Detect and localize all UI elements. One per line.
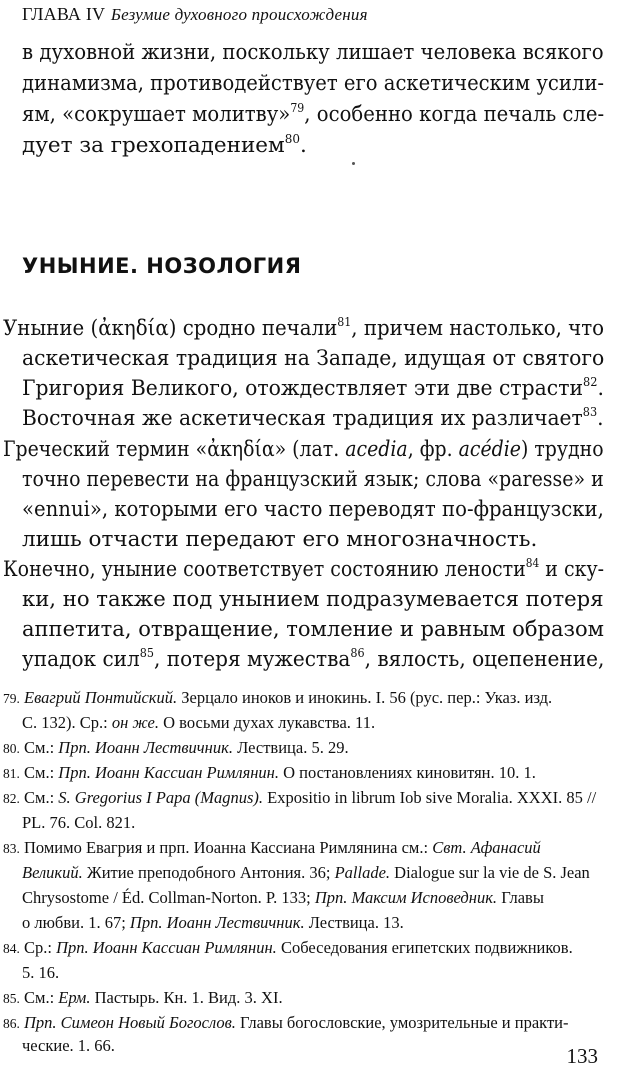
chapter-label: ГЛАВА IV [22,4,106,24]
footnote-84: 84. Ср.: Прп. Иоанн Кассиан Римлянин. Собеседования египетских подвижников. [3,938,573,957]
text-line: «ennui», которыми его часто переводят по-французски, [22,497,604,522]
text-line: ки, но также под унынием подразумевается потеря [22,587,604,612]
text-line: в духовной жизни, поскольку лишает человека всякого [22,40,604,65]
text-line: аскетическая традиция на Западе, идущая от святого [22,346,605,371]
text-line: Chrysostome / Éd. Collman-Norton. P. 133; Прп. Максим Исповедник. Главы [22,888,544,907]
footnote-85: 85. См.: Ерм. Пастырь. Кн. 1. Вид. 3. XI. [3,988,283,1007]
separator-dot [352,162,355,165]
footnote-83: 83. Помимо Евагрия и прп. Иоанна Кассиана Римлянина см.: Свт. Афанасий [3,838,541,857]
chapter-title: Безумие духовного происхождения [110,5,368,24]
footnote-ref: 79 [290,101,305,115]
text-line: ческие. 1. 66. [22,1036,115,1055]
footnote-82: 82. См.: S. Gregorius I Papa (Magnus). Expositio in librum Iob sive Moralia. XXXI. 85 // [3,788,597,807]
text-line: Уныние (ἀκηδία) сродно печали$^{81}$, причем настолько, что [3,315,605,341]
text-line: о любви. 1. 67; Прп. Иоанн Лествичник. Лествица. 13. [22,913,404,932]
text-line: С. 132). Ср.: он же. О восьми духах лукавства. 11. [22,713,376,732]
text-line: аппетита, отвращение, томление и равным образом [22,617,604,642]
text-line: Великий. Житие преподобного Антония. 36; Pallade. Dialogue sur la vie de S. Jean [22,863,590,882]
text-line: Греческий термин «ἀκηδία» (лат. acedia, фр. acédie) трудно [3,437,604,462]
page-number: 133 [566,1044,598,1068]
text-line: PL. 76. Col. 821. [22,813,136,832]
footnote-79: 79. Евагрий Понтийский. Зерцало иноков и инокинь. I. 56 (рус. пер.: Указ. изд. [3,688,553,707]
text-line: лишь отчасти передают его многозначность. [22,527,538,552]
footnote-80: 80. См.: Прп. Иоанн Лествичник. Лествица. 5. 29. [3,738,349,757]
text-line: ям, «сокрушает молитву»$^{79}$, особенно когда печаль сле- [22,101,605,127]
text-line: 5. 16. [22,963,60,982]
running-header [22,4,368,25]
text-line: Григория Великого, отождествляет эти две страсти$^{82}$. [22,375,604,401]
footnote-ref: 80 [284,132,301,146]
text-line: динамизма, противодействует его аскетическим усили- [22,71,605,96]
text-line: дует за грехопадением$^{80}$. [22,132,307,158]
footnote-81: 81. См.: Прп. Иоанн Кассиан Римлянин. О постановлениях киновитян. 10. 1. [3,763,536,782]
text-line: Восточная же аскетическая традиция их различает$^{83}$. [22,405,604,431]
footnote-86: 86. Прп. Симеон Новый Богослов. Главы богословские, умозрительные и практи- [3,1013,569,1032]
text-line: точно перевести на французский язык; слова «paresse» и [22,467,604,492]
text-line: упадок сил$^{85}$, потеря мужества$^{86}$, вялость, оцепенение, [22,646,605,672]
text-line: Конечно, уныние соответствует состоянию лености$^{84}$ и ску- [3,556,605,582]
section-heading: УНЫНИЕ. НОЗОЛОГИЯ [22,254,302,278]
